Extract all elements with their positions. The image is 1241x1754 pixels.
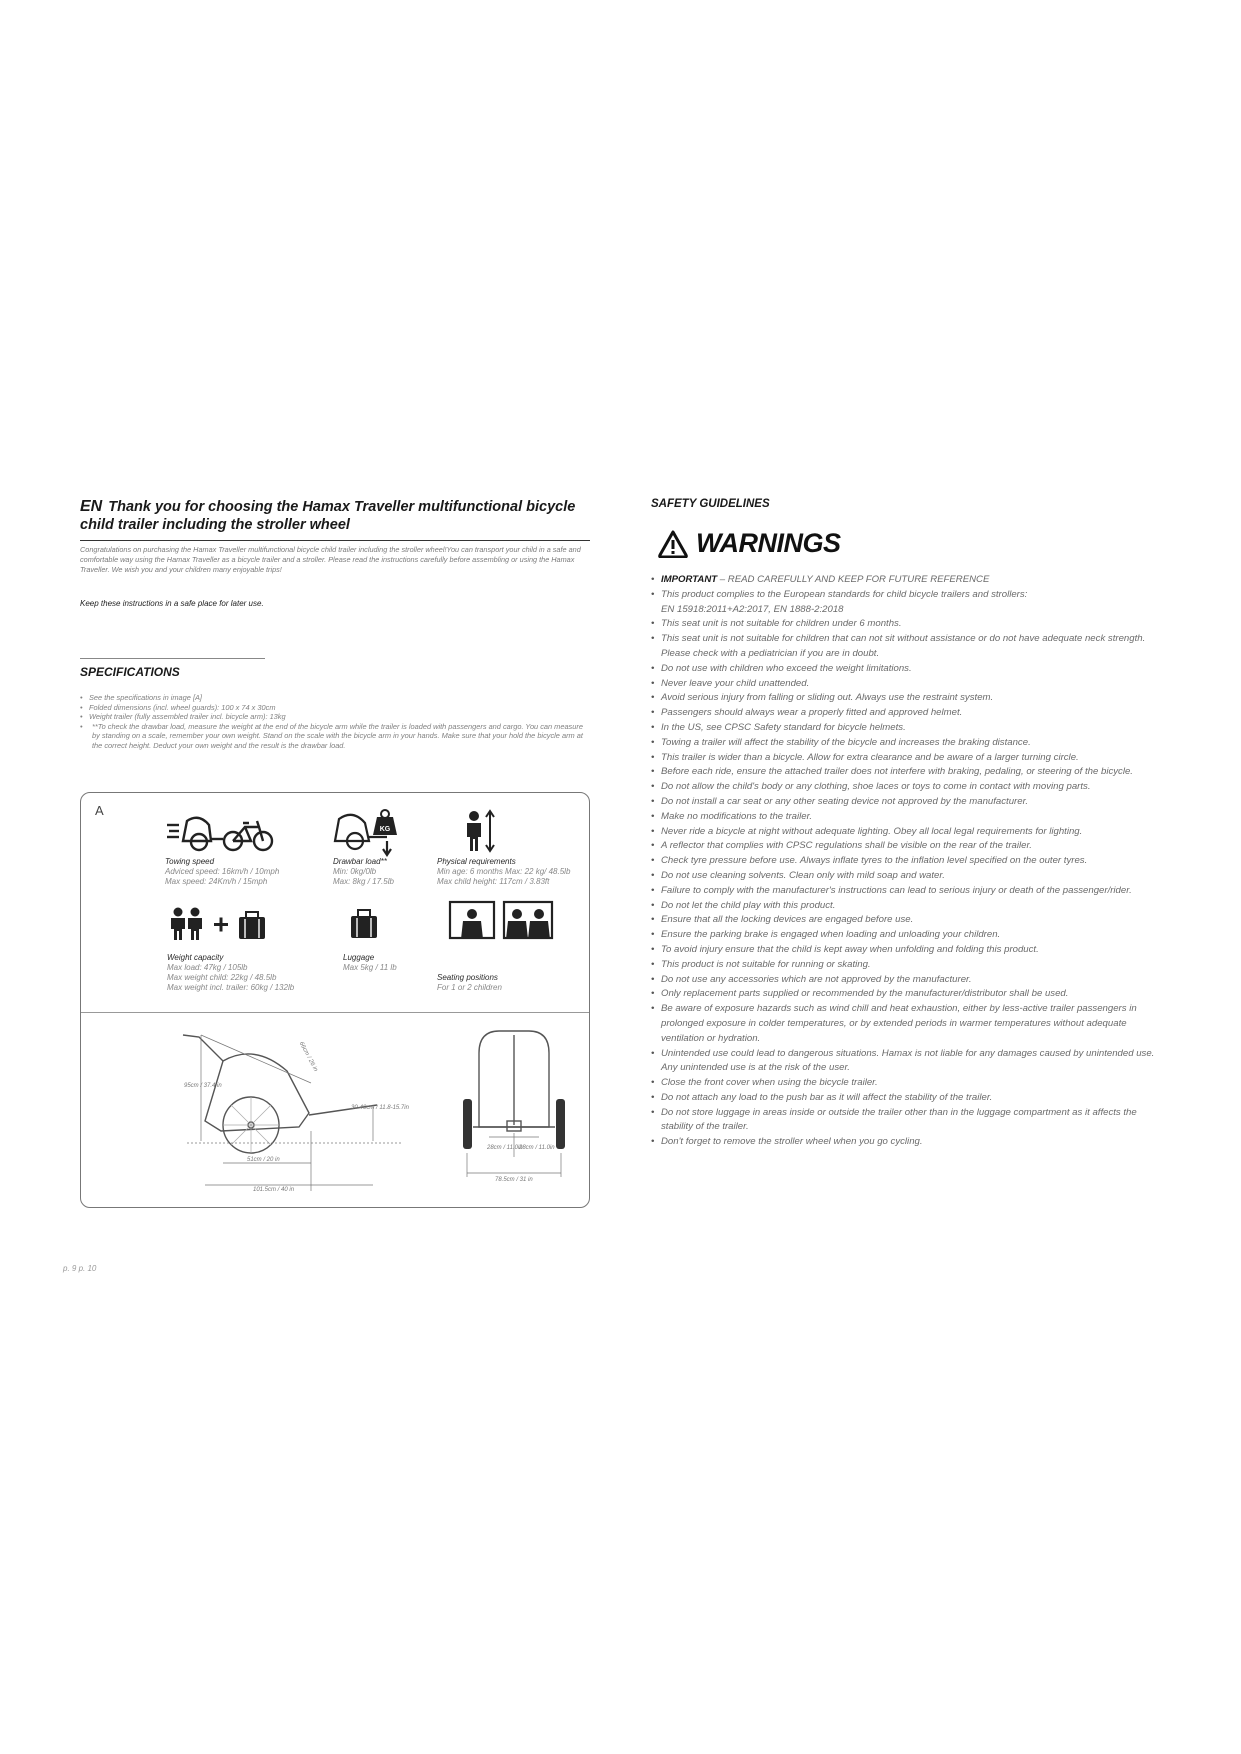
safety-rule: • Passengers should always wear a properly fitted and approved helmet. <box>651 706 1171 721</box>
safety-rule: • Unintended use could lead to dangerous situations. Hamax is not liable for any damages caused by unintended use. Any unintended use is at the risk of the user. <box>651 1047 1171 1077</box>
safety-rule: • Failure to comply with the manufacturer's instructions can lead to serious injury or death of the passenger/rider. <box>651 884 1171 899</box>
kg-label: KG <box>379 826 391 833</box>
safety-rule: • This product is not suitable for running or skating. <box>651 958 1171 973</box>
safety-rule: • A reflector that complies with CPSC regulations shall be visible on the rear of the trailer. <box>651 839 1171 854</box>
figure-label: A <box>95 803 104 818</box>
safety-rule: • Be aware of exposure hazards such as wind chill and heat exhaustion, either by less-active trailer passengers in prolonged exposure in colder temperatures, or by extended periods in warmer temperatures without adequate ventilation or hydration. <box>651 1002 1171 1046</box>
title-divider <box>80 540 590 541</box>
drawbar-load-title: Drawbar load** <box>333 857 387 866</box>
physical-requirements-caption <box>437 857 570 887</box>
seating-positions-title: Seating positions <box>437 973 498 982</box>
drawbar-load-icon <box>331 805 399 857</box>
safety-rule: • Don't forget to remove the stroller wheel when you go cycling. <box>651 1135 1171 1150</box>
seat-width-left-dimension: 28cm / 11.0in <box>487 1145 523 1151</box>
push-bar-dimension: 66cm / 26 in <box>297 1041 319 1073</box>
spec-item: • See the specifications in image [A] <box>80 693 590 703</box>
standards-item <box>651 588 1171 618</box>
safety-rule: • Before each ride, ensure the attached trailer does not interfere with braking, pedaling, or steering of the bicycle. <box>651 765 1171 780</box>
keep-instructions-note: Keep these instructions in a safe place for later use. <box>80 599 264 608</box>
safety-rule: • Make no modifications to the trailer. <box>651 810 1171 825</box>
towing-speed-caption <box>165 857 279 887</box>
safety-rule: • Do not use cleaning solvents. Clean only with mild soap and water. <box>651 869 1171 884</box>
safety-guidelines-heading: SAFETY GUIDELINES <box>651 498 770 510</box>
specifications-figure <box>80 792 590 1208</box>
safety-rule: • To avoid injury ensure that the child is kept away when unfolding and folding this product. <box>651 943 1171 958</box>
seat-width-right-dimension: 28cm / 11.0in <box>519 1145 555 1151</box>
specifications-list <box>80 693 590 751</box>
safety-rules-list <box>651 573 1171 1150</box>
right-column <box>651 498 1171 1150</box>
spec-item: • Folded dimensions (incl. wheel guards): 100 x 74 x 30cm <box>80 703 590 713</box>
physical-height: Max child height: 117cm / 3.83ft <box>437 877 550 886</box>
safety-rule: • Never ride a bicycle at night without adequate lighting. Obey all local legal requirements for lighting. <box>651 825 1171 840</box>
total-width-dimension: 78.5cm / 31 in <box>495 1177 533 1183</box>
safety-rule: • Towing a trailer will affect the stability of the bicycle and increases the braking distance. <box>651 736 1171 751</box>
towing-advised-speed: Adviced speed: 16km/h / 10mph <box>165 867 280 876</box>
weight-capacity-caption <box>167 953 294 993</box>
child-height-icon <box>465 809 495 853</box>
trailer-and-bicycle-icon <box>165 811 275 853</box>
weight-capacity-icon <box>169 907 269 941</box>
seating-positions-count: For 1 or 2 children <box>437 983 502 992</box>
drawbar-min: Min: 0kg/0lb <box>333 867 377 876</box>
weight-max-incl-trailer: Max weight incl. trailer: 60kg / 132lb <box>167 983 295 992</box>
luggage-caption <box>343 953 397 973</box>
warnings-title: WARNINGS <box>696 528 841 558</box>
towing-speed-title: Towing speed <box>165 857 215 866</box>
physical-requirements-title: Physical requirements <box>437 857 516 866</box>
safety-rule: • In the US, see CPSC Safety standard for bicycle helmets. <box>651 721 1171 736</box>
intro-paragraph: Congratulations on purchasing the Hamax Traveller multifunctional bicycle child trailer including the stroller wheel!You can transport your child in a safe and comfortable way using the Hamax Traveller as a bicycle trailer and a stroller. Please read the instructions carefully before assembling or using the Hamax Traveller. We wish you and your children many enjoyable trips! <box>80 545 581 574</box>
safety-rule: • Ensure that all the locking devices are engaged before use. <box>651 913 1171 928</box>
spec-item-drawbar-note: • **To check the drawbar load, measure the weight at the end of the bicycle arm while the trailer is loaded with passengers and cargo. You can measure by standing on a scale, remember your own weight. Stand on the scale with the bicycle arm in your hands. Make sure that your hold the bicycle arm at the correct height. Deduct your own weight and the result is the drawbar load. <box>80 722 590 751</box>
length-dimension: 101.5cm / 40 in <box>253 1187 295 1193</box>
safety-rule: • Do not use with children who exceed the weight limitations. <box>651 662 1171 677</box>
safety-rule: • Ensure the parking brake is engaged when loading and unloading your children. <box>651 928 1171 943</box>
luggage-icon <box>349 907 379 939</box>
spec-item: • Weight trailer (fully assembled trailer incl. bicycle arm): 13kg <box>80 712 590 722</box>
drawbar-max: Max: 8kg / 17.5lb <box>333 877 394 886</box>
safety-rule: • Check tyre pressure before use. Always inflate tyres to the inflation level specified on the outer tyres. <box>651 854 1171 869</box>
important-label: IMPORTANT <box>661 574 718 585</box>
seating-positions-caption <box>437 973 502 993</box>
page-numbers: p. 9 p. 10 <box>63 1264 97 1273</box>
trailer-rear-view-drawing <box>459 1027 569 1187</box>
weight-max-child: Max weight child: 22kg / 48.5lb <box>167 973 277 982</box>
physical-age-weight: Min age: 6 months Max: 22 kg/ 48.5lb <box>437 867 571 876</box>
safety-rule: • Never leave your child unattended. <box>651 677 1171 692</box>
safety-rule: • Do not attach any load to the push bar as it will affect the stability of the trailer. <box>651 1091 1171 1106</box>
hitch-height-dimension: 30-40cm / 11.8-15.7in <box>351 1105 409 1111</box>
height-dimension: 95cm / 37.4 in <box>184 1083 222 1089</box>
standards-list: EN 15918:2011+A2:2017, EN 1888-2:2018 <box>661 603 844 615</box>
towing-max-speed: Max speed: 24Km/h / 15mph <box>165 877 268 886</box>
seating-positions-icon <box>447 899 555 945</box>
safety-rule: • This seat unit is not suitable for children under 6 months. <box>651 617 1171 632</box>
safety-rule: • Do not install a car seat or any other seating device not approved by the manufacturer. <box>651 795 1171 810</box>
drawbar-load-caption <box>333 857 394 887</box>
figure-divider <box>81 1012 589 1013</box>
safety-rule: • Avoid serious injury from falling or sliding out. Always use the restraint system. <box>651 691 1171 706</box>
specifications-heading: SPECIFICATIONS <box>80 665 180 679</box>
weight-capacity-title: Weight capacity <box>167 953 224 962</box>
safety-rule: • Do not store luggage in areas inside or outside the trailer other than in the luggage compartment as it affects the stability of the trailer. <box>651 1106 1171 1136</box>
safety-rule: • Do not let the child play with this product. <box>651 899 1171 914</box>
important-item <box>651 573 1171 588</box>
weight-max-load: Max load: 47kg / 105lb <box>167 963 248 972</box>
luggage-max: Max 5kg / 11 lb <box>343 963 397 972</box>
luggage-title: Luggage <box>343 953 375 962</box>
language-code: EN <box>80 498 103 515</box>
safety-rule: • Do not use any accessories which are not approved by the manufacturer. <box>651 973 1171 988</box>
warning-triangle-icon <box>658 530 688 558</box>
safety-rule: • Close the front cover when using the bicycle trailer. <box>651 1076 1171 1091</box>
warnings-header <box>658 528 1171 559</box>
specifications-divider <box>80 658 265 659</box>
safety-rule: • This trailer is wider than a bicycle. Allow for extra clearance and be aware of a larger turning circle. <box>651 751 1171 766</box>
safety-rule: • Only replacement parts supplied or recommended by the manufacturer/distributor shall be used. <box>651 987 1171 1002</box>
safety-rule: • This seat unit is not suitable for children that can not sit without assistance or do not have adequate neck strength. Please check with a pediatrician if you are in doubt. <box>651 632 1171 662</box>
important-text: – READ CAREFULLY AND KEEP FOR FUTURE REFERENCE <box>717 574 990 585</box>
page-title <box>80 498 590 534</box>
wheel-base-dimension: 51cm / 20 in <box>247 1157 280 1163</box>
standards-intro: This product complies to the European standards for child bicycle trailers and strollers: <box>661 588 1028 600</box>
title-text: Thank you for choosing the Hamax Traveller multifunctional bicycle child trailer including the stroller wheel <box>80 499 576 533</box>
safety-rule: • Do not allow the child's body or any clothing, shoe laces or toys to come in contact with moving parts. <box>651 780 1171 795</box>
left-column <box>80 498 590 751</box>
